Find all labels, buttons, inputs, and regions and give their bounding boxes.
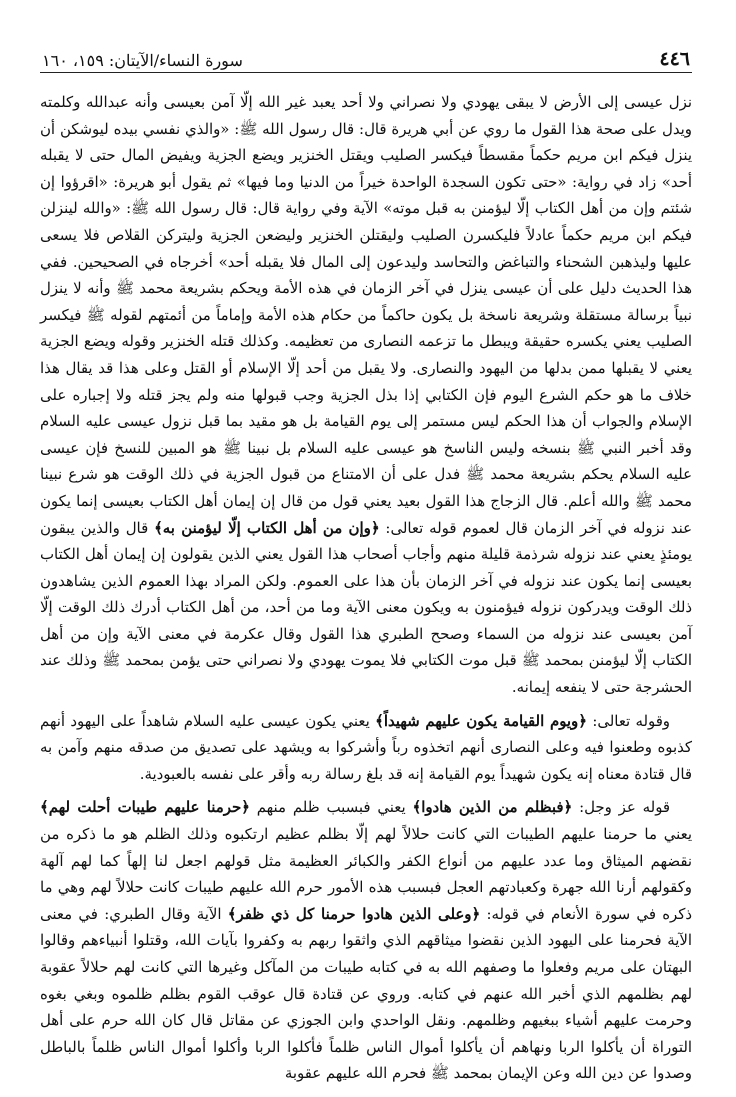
text-run: قوله عز وجل: [572, 798, 670, 817]
quran-verse: ﴿وإن من أهل الكتاب إلّا ليؤمنن به﴾ [154, 518, 380, 537]
text-run: قال والذين يبقون يومئذٍ يعني عند نزوله شرذمة قليلة منهم وأجاب أصحاب هذا القول يعني الذين يقولون إن إيمان أهل الكتاب بعيسى إنما يكون عند نزوله في آخر الزمان بأن هذا على العموم. ولكن المراد بهذا العموم الذين يشاهدون ذلك الوقت ويدركون نزوله فيؤمنون به ويكون معنى الآية وما من أحد، من أهل الكتاب أدرك ذلك الوقت إلّا آمن بعيسى عند نزوله من السماء وصحح الطبري هذا القول وقال عكرمة في معنى الآية وإن من أهل الكتاب إلّا ليؤمنن بمحمد ﷺ قبل موت الكتابي فلا يموت يهودي ولا نصراني حتى يؤمن بمحمد ﷺ وذلك عند الحشرجة حتى لا ينفعه إيمانه. [40, 518, 692, 697]
text-run: يعني يكون عيسى عليه السلام شاهداً على اليهود أنهم كذبوه وطعنوا فيه وعلى النصارى أنهم اتخذوه رباً وأشركوا به ويشهد على تصديق من صدقه منهم وآمن به قال قتادة معناه إنه يكون شهيداً يوم القيامة إنه قد بلغ رسالة ربه وأقر على نفسه بالعبودية. [40, 711, 692, 783]
quran-verse: ﴿فبظلم من الذين هادوا﴾ [412, 798, 573, 817]
text-run: نزل عيسى إلى الأرض لا يبقى يهودي ولا نصراني ولا أحد يعبد غير الله إلّا آمن بعيسى وأنه عبدالله وكلمته ويدل على صحة هذا القول ما روي عن أبي هريرة قال: قال رسول الله ﷺ: «والذي نفسي بيده ليوشكن أن ينزل فيكم ابن مريم حكماً مقسطاً فيكسر الصليب ويقتل الخنزير ويضع الجزية ويفيض المال حتى لا يقبله أحد» زاد في رواية: «حتى تكون السجدة الواحدة خيراً من الدنيا وما فيها» ثم يقول أبو هريرة: «اقرؤوا إن شئتم وإن من أهل الكتاب إلّا ليؤمنن به قبل موته» الآية وفي رواية قال: قال رسول الله ﷺ: «والله لينزلن فيكم ابن مريم حكماً عادلاً فليكسرن الصليب وليقتلن الخنزير وليضعن الجزية وليتركن القلاص فلا يسعى عليها وليذهبن الشحناء والتباغض والتحاسد وليدعون إلى المال فلا يقبله أحد» أخرجاه في الصحيحين. ففي هذا الحديث دليل على أن عيسى ينزل في آخر الزمان في هذه الأمة ويحكم بشريعة محمد ﷺ وأنه لا ينزل نبياً برسالة مستقلة وشريعة ناسخة بل يكون حاكماً من حكام هذه الأمة وإماماً من أئمتهم لقوله ﷺ فيكسر الصليب يعني يكسره حقيقة ويبطل ما تزعمه النصارى من تعظيمه. وكذلك قتله الخنزير وقوله ويضع الجزية يعني لا يقبلها ممن بدلها من اليهود والنصارى. ولا يقبل من أحد إلّا الإسلام أو القتل وعلى هذا قد يقال هذا خلاف ما هو حكم الشرع اليوم فإن الكتابي إذا بذل الجزية وجب قبولها منه ولم يجز قتله ولا إجباره على الإسلام والجواب أن هذا الحكم ليس مستمر إلى يوم القيامة بل هو مقيد بما قبل نزول عيسى عليه السلام وقد أخبر النبي ﷺ بنسخه وليس الناسخ هو عيسى عليه السلام بل نبينا ﷺ هو المبين للنسخ فإن عيسى عليه السلام يحكم بشريعة محمد ﷺ فدل على أن الامتناع من قبول الجزية في ذلك الوقت هو شرع نبينا محمد ﷺ والله أعلم. قال الزجاج هذا القول بعيد يعني قول من قال إن إيمان أهل الكتاب بعيسى إنما يكون عند نزوله في آخر الزمان قال لعموم قوله تعالى: [40, 93, 692, 537]
paragraph [40, 89, 692, 701]
quran-verse: ﴿ويوم القيامة يكون عليهم شهيداً﴾ [375, 711, 587, 730]
page-number: ٤٤٦ [659, 48, 690, 70]
text-run: يعني ما حرمنا عليهم الطيبات التي كانت حلالاً لهم إلّا بظلم عظيم ارتكبوه وذلك الظلم هو ما ذكره من نقضهم الميثاق وما عدد عليهم من أنواع الكفر والكبائر العظيمة مثل قولهم اجعل لنا إلهاً كما لهم آلهة وكقولهم أرنا الله جهرة وكعبادتهم العجل فبسبب هذه الأمور حرم الله عليهم طيبات كانت حلالاً لهم وهي ما ذكره في سورة الأنعام في قوله: [40, 825, 692, 923]
paragraph [40, 708, 692, 788]
text-run: الآية وقال الطبري: في معنى الآية فحرمنا على اليهود الذين نقضوا ميثاقهم الذي واثقوا ربهم به وكفروا بآيات الله، وقتلوا أنبياءهم وقالوا البهتان على مريم وفعلوا ما وصفهم الله به في كتابه طيبات من المآكل وغيرها التي كانت لهم حلالاً عقوبة لهم بظلمهم الذي أخبر الله عنهم في كتابه. وروي عن قتادة قال عوقب القوم بظلم ظلموه وبغي بغوه وحرمت عليهم أشياء ببغيهم وظلمهم. ونقل الواحدي وابن الجوزي عن مقاتل قال كان الله حرم على أهل التوراة أن يأكلوا الربا ونهاهم أن يأكلوا أموال الناس ظلماً فأكلوا الربا وأكلوا أموال الناس ظلماً بالباطل وصدوا عن دين الله وعن الإيمان بمحمد ﷺ فحرم الله عليهم عقوبة [40, 904, 692, 1083]
quran-verse: ﴿حرمنا عليهم طيبات أحلت لهم﴾ [40, 798, 250, 817]
surah-title: سورة النساء/الآيتان: ١٥٩، ١٦٠ [42, 51, 243, 70]
page-body [40, 89, 692, 1087]
page-header [40, 40, 692, 73]
text-run: يعني فبسبب ظلم منهم [249, 798, 413, 817]
paragraph [40, 794, 692, 1087]
text-run: وقوله تعالى: [586, 711, 670, 730]
quran-verse: ﴿وعلى الذين هادوا حرمنا كل ذي ظفر﴾ [227, 904, 481, 923]
